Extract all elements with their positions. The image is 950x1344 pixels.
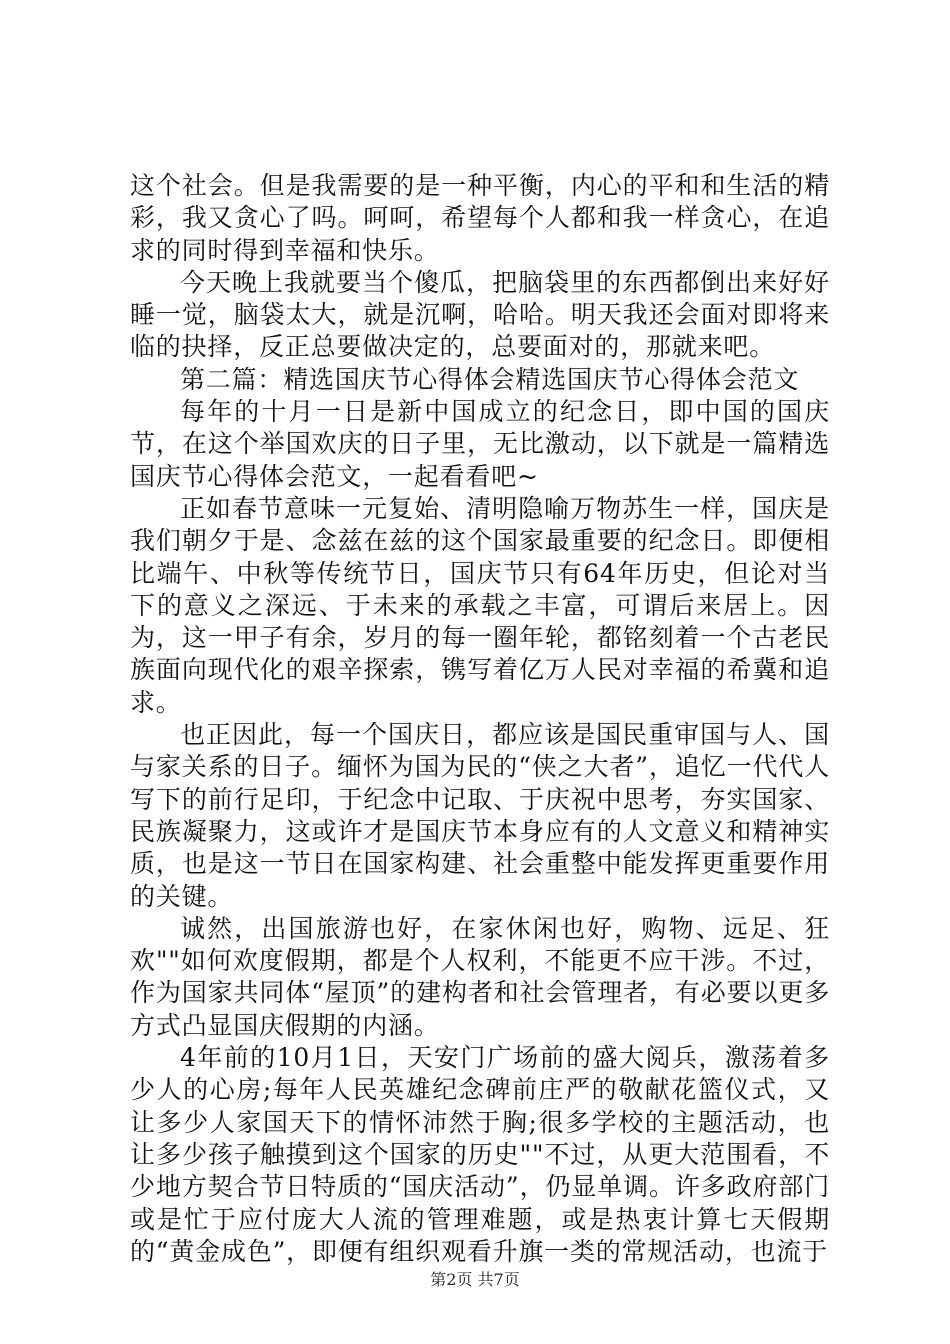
paragraph-6: 也正因此，每一个国庆日，都应该是国民重审国与人、国与家关系的日子。缅怀为国为民的“侠之大者”，追忆一代代人写下的前行足印，于纪念中记取、于庆祝中思考，夯实国家、民族凝聚力，这或许才是国庆节本身应有的人文意义和精神实质，也是这一节日在国家构建、社会重整中能发挥更重要作用的关键。 bbox=[130, 720, 830, 911]
paragraph-2: 今天晚上我就要当个傻瓜，把脑袋里的东西都倒出来好好睡一觉，脑袋太大，就是沉啊，哈哈。明天我还会面对即将来临的抉择，反正总要做决定的，总要面对的，那就来吧。 bbox=[130, 267, 830, 362]
section-heading: 第二篇：精选国庆节心得体会精选国庆节心得体会范文 bbox=[180, 364, 800, 394]
page-footer: 第2页 共7页 bbox=[430, 1270, 520, 1289]
paragraph-5: 正如春节意味一元复始、清明隐喻万物苏生一样，国庆是我们朝夕于是、念兹在兹的这个国家最重要的纪念日。即便相比端午、中秋等传统节日，国庆节只有64年历史，但论对当下的意义之深远、于未来的承载之丰富，可谓后来居上。因为，这一甲子有余，岁月的每一圈年轮，都铭刻着一个古老民族面向现代化的艰辛探索，镌写着亿万人民对幸福的希冀和追求。 bbox=[130, 493, 830, 717]
document-body bbox=[130, 170, 830, 1268]
paragraph-4: 每年的十月一日是新中国成立的纪念日，即中国的国庆节，在这个举国欢庆的日子里，无比激动，以下就是一篇精选国庆节心得体会范文，一起看看吧~ bbox=[130, 397, 830, 491]
paragraph-1: 这个社会。但是我需要的是一种平衡，内心的平和和生活的精彩，我又贪心了吗。呵呵，希望每个人都和我一样贪心，在追求的同时得到幸福和快乐。 bbox=[130, 171, 830, 265]
paragraph-8: 4年前的10月1日，天安门广场前的盛大阅兵，激荡着多少人的心房;每年人民英雄纪念碑前庄严的敬献花篮仪式，又让多少人家国天下的情怀沛然于胸;很多学校的主题活动，也让多少孩子触摸到这个国家的历史""不过，从更大范围看，不少地方契合节日特质的“国庆活动”，仍显单调。许多政府部门或是忙于应付庞大人流的管理难题，或是热衷计算七天假期的“黄金成色”，即便有组织观看升旗一类的常规活动，也流于 bbox=[130, 1043, 830, 1266]
paragraph-7: 诚然，出国旅游也好，在家休闲也好，购物、远足、狂欢""如何欢度假期，都是个人权利，不能更不应干涉。不过，作为国家共同体“屋顶”的建构者和社会管理者，有必要以更多方式凸显国庆假期的内涵。 bbox=[130, 913, 830, 1040]
